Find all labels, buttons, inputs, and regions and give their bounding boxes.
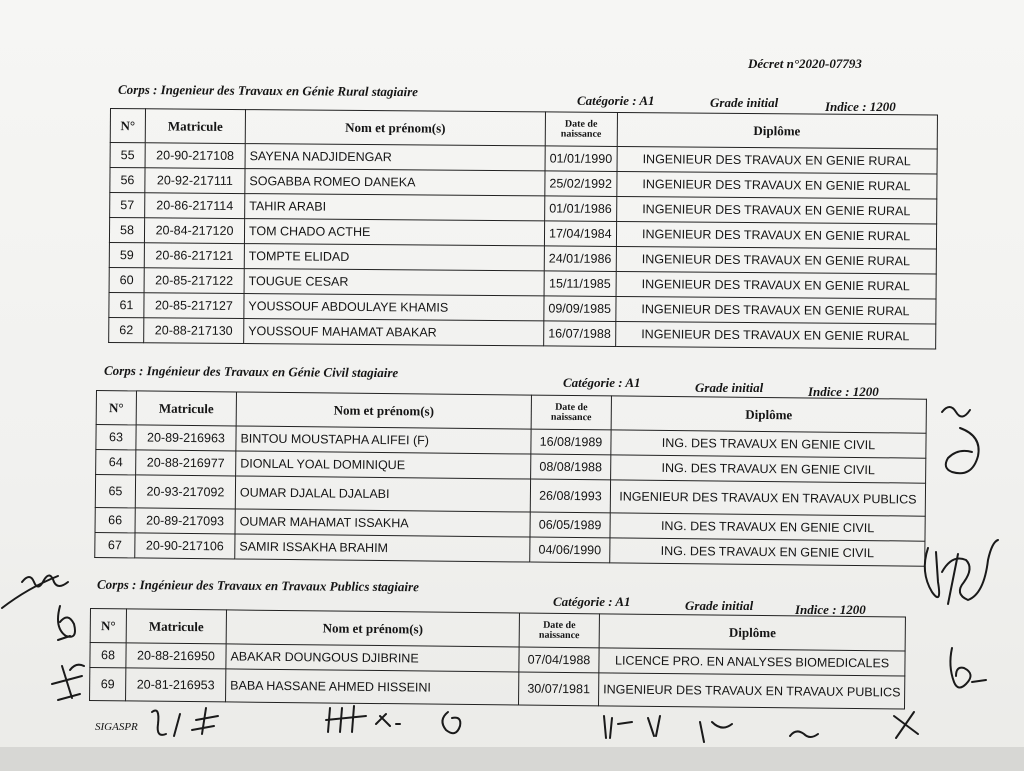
header-diplome: Diplôme bbox=[599, 614, 906, 651]
cell-date: 01/01/1990 bbox=[545, 146, 617, 172]
header-no: N° bbox=[90, 609, 126, 643]
signature-footer-4 bbox=[442, 712, 460, 733]
cell-matricule: 20-89-216963 bbox=[136, 425, 236, 451]
cell-date: 08/08/1988 bbox=[531, 454, 611, 480]
cell-no: 66 bbox=[95, 507, 135, 532]
cell-nom: YOUSSOUF ABDOULAYE KHAMIS bbox=[244, 294, 544, 321]
cell-nom: YOUSSOUF MAHAMAT ABAKAR bbox=[244, 319, 544, 346]
signature-footer-6 bbox=[700, 722, 818, 742]
cell-nom: TOMPTE ELIDAD bbox=[244, 244, 544, 271]
cell-matricule: 20-85-217122 bbox=[144, 268, 244, 294]
cell-date: 17/04/1984 bbox=[544, 221, 616, 247]
cell-no: 57 bbox=[110, 193, 145, 218]
cell-nom: DIONLAL YOAL DOMINIQUE bbox=[236, 451, 531, 479]
cell-diplome: LICENCE PRO. EN ANALYSES BIOMEDICALES bbox=[599, 648, 906, 676]
cell-no: 56 bbox=[110, 168, 145, 193]
cell-no: 58 bbox=[109, 218, 144, 243]
cell-matricule: 20-85-217127 bbox=[144, 293, 244, 319]
cell-date: 16/08/1989 bbox=[531, 429, 611, 455]
signature-footer-1 bbox=[152, 708, 218, 736]
cell-diplome: INGENIEUR DES TRAVAUX EN GENIE RURAL bbox=[617, 146, 937, 174]
cell-nom: OUMAR MAHAMAT ISSAKHA bbox=[235, 509, 530, 537]
cell-date: 01/01/1986 bbox=[545, 196, 617, 222]
cell-nom: OUMAR DJALAL DJALABI bbox=[235, 476, 530, 512]
cell-matricule: 20-81-216953 bbox=[126, 668, 226, 702]
section-3-grade: Grade initial bbox=[685, 598, 754, 613]
signature-footer-3 bbox=[376, 714, 400, 726]
cell-matricule: 20-93-217092 bbox=[135, 475, 235, 509]
cell-no: 63 bbox=[96, 425, 136, 450]
cell-no: 62 bbox=[109, 317, 144, 342]
cell-date: 15/11/1985 bbox=[544, 271, 616, 297]
header-diplome: Diplôme bbox=[617, 112, 937, 149]
cell-diplome: INGENIEUR DES TRAVAUX EN GENIE RURAL bbox=[616, 196, 936, 224]
cell-matricule: 20-88-216977 bbox=[136, 450, 236, 476]
signature-right-middle bbox=[925, 540, 998, 604]
cell-diplome: INGENIEUR DES TRAVAUX EN GENIE RURAL bbox=[615, 321, 935, 349]
cell-nom: TOUGUE CESAR bbox=[244, 269, 544, 296]
section-3-indice: Indice : 1200 bbox=[795, 602, 866, 617]
cell-date: 06/05/1989 bbox=[530, 512, 610, 538]
cell-nom: TAHIR ARABI bbox=[245, 194, 545, 221]
footer-label: SIGASPR bbox=[95, 721, 138, 733]
cell-date: 07/04/1988 bbox=[519, 647, 599, 673]
signature-left-3 bbox=[52, 665, 84, 700]
cell-nom: SOGABBA ROMEO DANEKA bbox=[245, 169, 545, 196]
cell-nom: SAYENA NADJIDENGAR bbox=[245, 144, 545, 171]
header-date: Date de naissance bbox=[531, 395, 611, 430]
cell-diplome: INGENIEUR DES TRAVAUX EN GENIE RURAL bbox=[615, 296, 935, 324]
cell-no: 64 bbox=[96, 450, 136, 475]
cell-no: 59 bbox=[109, 242, 144, 267]
cell-no: 65 bbox=[95, 475, 135, 508]
cell-matricule: 20-86-217121 bbox=[144, 243, 244, 269]
cell-no: 55 bbox=[110, 143, 145, 168]
cell-diplome: ING. DES TRAVAUX EN GENIE CIVIL bbox=[611, 455, 926, 483]
header-no: N° bbox=[110, 109, 145, 143]
cell-date: 04/06/1990 bbox=[530, 537, 610, 563]
signature-left-2 bbox=[58, 606, 75, 640]
header-no: N° bbox=[96, 391, 136, 425]
section-3-categorie: Catégorie : A1 bbox=[553, 594, 631, 609]
cell-diplome: INGENIEUR DES TRAVAUX EN TRAVAUX PUBLICS bbox=[599, 673, 906, 709]
cell-diplome: INGENIEUR DES TRAVAUX EN GENIE RURAL bbox=[616, 246, 936, 274]
header-nom: Nom et prénom(s) bbox=[245, 110, 545, 146]
section-1-indice: Indice : 1200 bbox=[825, 99, 896, 114]
cell-date: 24/01/1986 bbox=[544, 246, 616, 272]
header-matricule: Matricule bbox=[145, 109, 245, 144]
decree-number: Décret n°2020-07793 bbox=[748, 56, 862, 71]
cell-diplome: INGENIEUR DES TRAVAUX EN GENIE RURAL bbox=[616, 271, 936, 299]
header-matricule: Matricule bbox=[126, 609, 226, 644]
signature-footer-2 bbox=[326, 706, 366, 732]
cell-date: 09/09/1985 bbox=[544, 296, 616, 322]
signature-footer-7 bbox=[894, 712, 918, 738]
cell-nom: TOM CHADO ACTHE bbox=[244, 219, 544, 246]
section-2-indice: Indice : 1200 bbox=[808, 384, 879, 399]
section-3-corps: Corps : Ingénieur des Travaux en Travaux Publics stagiaire bbox=[96, 576, 419, 595]
cell-matricule: 20-89-217093 bbox=[135, 508, 235, 534]
cell-date: 25/02/1992 bbox=[545, 171, 617, 197]
cell-nom: SAMIR ISSAKHA BRAHIM bbox=[235, 534, 530, 562]
cell-no: 60 bbox=[109, 267, 144, 292]
section-2-grade: Grade initial bbox=[695, 380, 764, 395]
cell-no: 61 bbox=[109, 292, 144, 317]
cell-diplome: ING. DES TRAVAUX EN GENIE CIVIL bbox=[610, 538, 925, 566]
cell-diplome: ING. DES TRAVAUX EN GENIE CIVIL bbox=[610, 513, 925, 541]
signature-right-bottom bbox=[950, 648, 986, 688]
cell-matricule: 20-88-216950 bbox=[126, 643, 226, 669]
cell-matricule: 20-90-217108 bbox=[145, 143, 245, 169]
cell-no: 68 bbox=[90, 643, 126, 668]
cell-nom: BINTOU MOUSTAPHA ALIFEI (F) bbox=[236, 426, 531, 454]
header-nom: Nom et prénom(s) bbox=[236, 392, 531, 429]
signature-footer-5 bbox=[604, 716, 660, 738]
cell-matricule: 20-88-217130 bbox=[144, 318, 244, 344]
cell-date: 26/08/1993 bbox=[530, 479, 610, 513]
header-date: Date de naissance bbox=[519, 613, 599, 648]
cell-matricule: 20-90-217106 bbox=[135, 533, 235, 559]
signature-right-top bbox=[942, 407, 979, 473]
section-2-categorie: Catégorie : A1 bbox=[563, 375, 641, 390]
cell-diplome: ING. DES TRAVAUX EN GENIE CIVIL bbox=[611, 430, 926, 458]
section-2-corps: Corps : Ingénieur des Travaux en Génie Civil stagiaire bbox=[103, 362, 399, 381]
section-1-categorie: Catégorie : A1 bbox=[577, 93, 655, 108]
section-1-corps: Corps : Ingenieur des Travaux en Génie Rural stagiaire bbox=[117, 81, 419, 100]
header-nom: Nom et prénom(s) bbox=[226, 610, 519, 647]
cell-diplome: INGENIEUR DES TRAVAUX EN GENIE RURAL bbox=[616, 171, 936, 199]
header-diplome: Diplôme bbox=[611, 396, 926, 433]
header-matricule: Matricule bbox=[136, 391, 236, 426]
cell-matricule: 20-92-217111 bbox=[145, 168, 245, 194]
cell-matricule: 20-86-217114 bbox=[145, 193, 245, 219]
cell-diplome: INGENIEUR DES TRAVAUX EN TRAVAUX PUBLICS bbox=[610, 480, 925, 516]
cell-date: 16/07/1988 bbox=[544, 321, 616, 347]
header-date: Date de naissance bbox=[545, 112, 617, 147]
signature-left-1 bbox=[2, 575, 68, 608]
cell-date: 30/07/1981 bbox=[519, 672, 599, 706]
cell-matricule: 20-84-217120 bbox=[144, 218, 244, 244]
cell-no: 67 bbox=[95, 532, 135, 557]
cell-nom: BABA HASSANE AHMED HISSEINI bbox=[226, 669, 519, 705]
cell-nom: ABAKAR DOUNGOUS DJIBRINE bbox=[226, 644, 519, 672]
section-1-grade: Grade initial bbox=[710, 95, 779, 110]
cell-no: 69 bbox=[90, 668, 126, 701]
cell-diplome: INGENIEUR DES TRAVAUX EN GENIE RURAL bbox=[616, 221, 936, 249]
